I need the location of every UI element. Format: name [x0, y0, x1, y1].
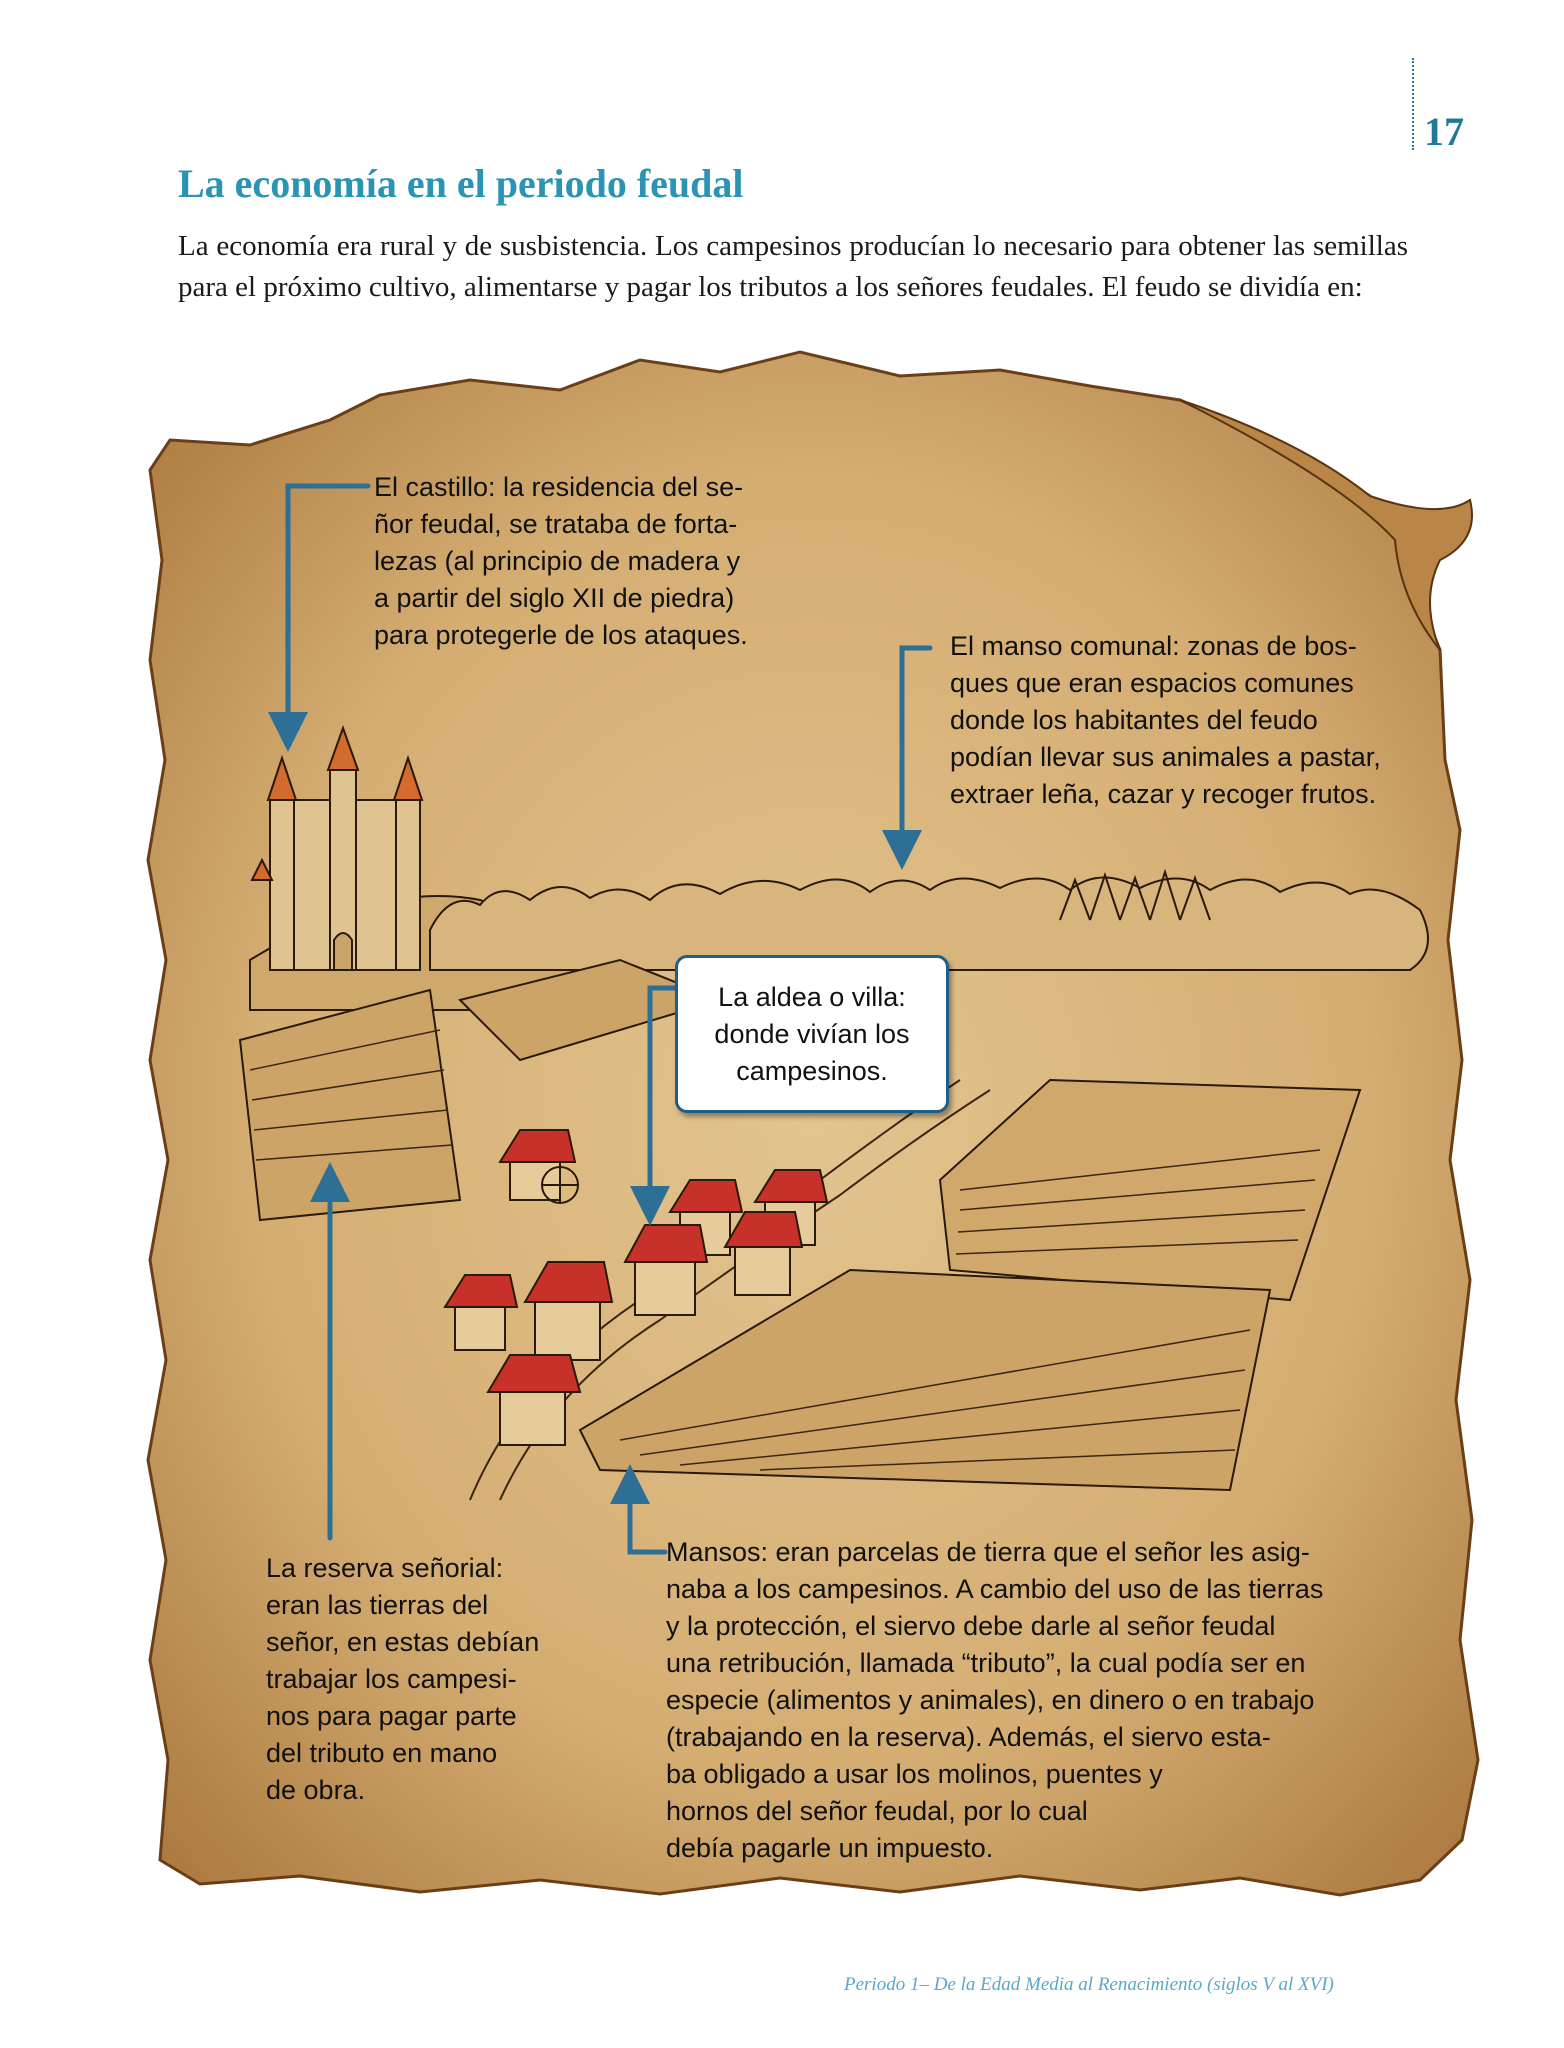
common-land-caption: El manso comunal: zonas de bos- ques que eran espacios comunes donde los habitantes del feudo podían llevar sus animales a pastar, extraer leña, cazar y recoger frutos. — [950, 631, 1381, 809]
intro-paragraph: La economía era rural y de susbistencia. Los campesinos producían lo necesario para obtener las semillas para el próximo cultivo, alimentarse y pagar los tributos a los señores feudales. El feudo se dividía en: — [178, 230, 1408, 303]
house — [625, 1225, 707, 1315]
reserve-caption: La reserva señorial: eran las tierras del señor, en estas debían trabajar los campesi- nos para pagar parte del tributo en mano de obra. — [266, 1553, 540, 1805]
castle-caption: El castillo: la residencia del se- ñor feudal, se trataba de forta- lezas (al principio de madera y a partir del siglo XII de piedra) para protegerle de los ataques. — [374, 472, 748, 650]
mansos-caption: Mansos: eran parcelas de tierra que el señor les asig- naba a los campesinos. A cambio del uso de las tierras y la protección, el siervo debe darle al señor feudal una retribución, llamada “tributo”, la cual podía ser en especie (alimentos y animales), en dinero o en trabajo (trabajando en la reserva). Además, el siervo esta- ba obligado a usar los molinos, puentes y hornos del señor feudal, por lo cual debía pagarle un impuesto. — [666, 1537, 1324, 1863]
water-mill — [542, 1167, 578, 1203]
page-number: 17 — [1424, 109, 1464, 154]
section-title: La economía en el periodo feudal — [178, 161, 744, 206]
page-footer: Periodo 1– De la Edad Media al Renacimiento (siglos V al XVI) — [844, 1974, 1334, 1995]
village-callout: La aldea o villa: donde vivían los campesinos. — [675, 955, 949, 1113]
